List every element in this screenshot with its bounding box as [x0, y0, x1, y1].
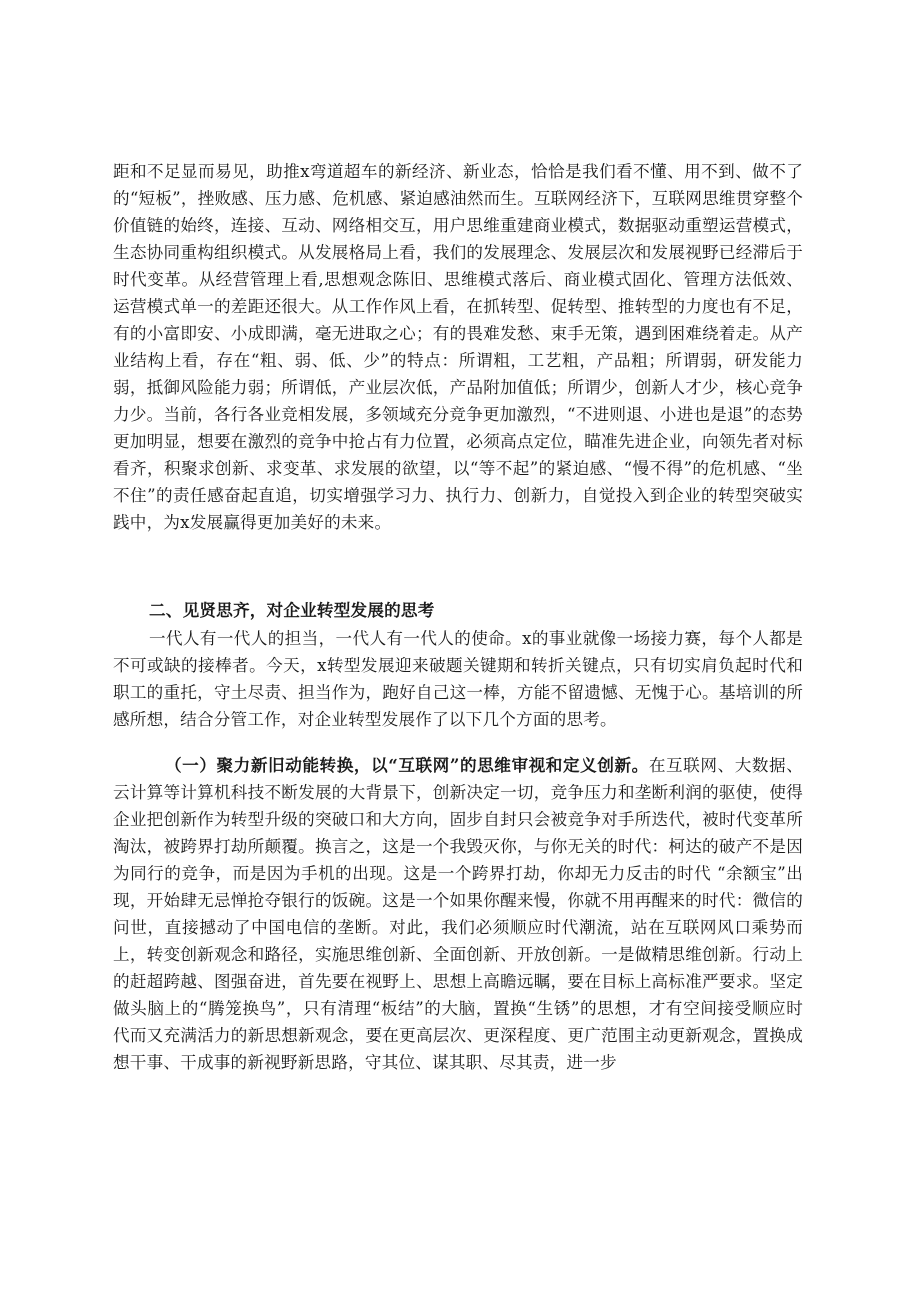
paragraph-intro: 一代人有一代人的担当，一代人有一代人的使命。x的事业就像一场接力赛，每个人都是不可或缺的接棒者。今天，x转型发展迎来破题关键期和转折关键点，只有切实肩负起时代和职工的重托，守土尽责、担当作为，跑好自己这一棒，方能不留遗憾、无愧于心。基培训的所感所想，结合分管工作，对企业转型发展作了以下几个方面的思考。: [113, 629, 803, 729]
paragraph-continuation: 距和不足显而易见，助推x弯道超车的新经济、新业态，恰恰是我们看不懂、用不到、做不了的“短板”，挫败感、压力感、危机感、紧迫感油然而生。互联网经济下，互联网思维贯穿整个价值链的始终，连接、互动、网络相交互，用户思维重建商业模式，数据驱动重塑运营模式，生态协同重构组织模式。从发展格局上看，我们的发展理念、发展层次和发展视野已经滞后于时代变革。从经营管理上看,思想观念陈旧、思维模式落后、商业模式固化、管理方法低效、运营模式单一的差距还很大。从工作作风上看，在抓转型、促转型、推转型的力度也有不足，有的小富即安、小成即满，毫无进取之心；有的畏难发愁、束手无策，遇到困难绕着走。从产业结构上看，存在“粗、弱、低、少”的特点：所谓粗，工艺粗，产品粗；所谓弱，研发能力弱，抵御风险能力弱；所谓低，产业层次低，产品附加值低；所谓少，创新人才少，核心竞争力少。当前，各行各业竞相发展，多领域充分竞争更加激烈，“不进则退、小进也是退”的态势更加明显，想要在激烈的竞争中抢占有力位置，必须高点定位，瞄准先进企业，向领先者对标看齐，积聚求创新、求变革、求发展的欲望，以“等不起”的紧迫感、“慢不得”的危机感、“坐不住”的责任感奋起直追，切实增强学习力、执行力、创新力，自觉投入到企业的转型突破实践中，为x发展赢得更加美好的未来。: [113, 162, 803, 532]
subsection-paragraph: [113, 752, 803, 1076]
section-heading: 二、见贤思齐，对企业转型发展的思考: [149, 600, 435, 620]
subsection-body: 在互联网、大数据、云计算等计算机科技不断发展的大背景下，创新决定一切，竞争压力和垄断利润的驱使，使得企业把创新作为转型升级的突破口和大方向，固步自封只会被竞争对手所迭代，被时代变革所淘汰，被跨界打劫所颠覆。换言之，这是一个我毁灭你，与你无关的时代：柯达的破产不是因为同行的竞争，而是因为手机的出现。这是一个跨界打劫，你却无力反击的时代 “余额宝”出现，开始肆无忌惮抢夺银行的饭碗。这是一个如果你醒来慢，你就不用再醒来的时代：微信的问世，直接撼动了中国电信的垄断。对此，我们必须顺应时代潮流，站在互联网风口乘势而上，转变创新观念和路径，实施思维创新、全面创新、开放创新。一是做精思维创新。行动上的赶超跨越、图强奋进，首先要在视野上、思想上高瞻远瞩，要在目标上高标准严要求。坚定做头脑上的“腾笼换鸟”，只有清理“板结”的大脑，置换“生锈”的思想，才有空间接受顺应时代而又充满活力的新思想新观念，要在更高层次、更深程度、更广范围主动更新观念，置换成想干事、干成事的新视野新思路，守其位、谋其职、尽其责，进一步: [113, 756, 803, 1072]
subsection-title: （一）聚力新旧动能转换，以“互联网”的思维审视和定义创新。: [165, 755, 649, 775]
